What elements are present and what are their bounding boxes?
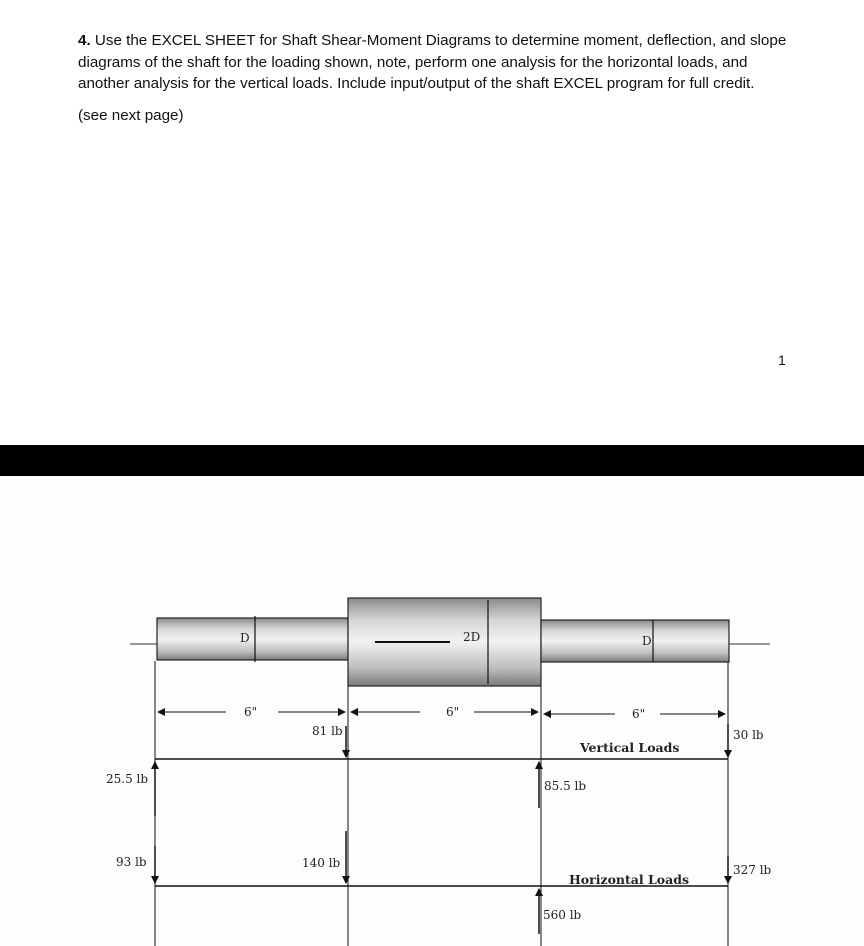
page-number: 1 [778,352,786,368]
horizontal-load-2-label: 327 lb [733,863,772,877]
vertical-load-2-label: 30 lb [733,728,764,742]
dimension-2-label: 6" [446,705,460,719]
see-next-page-note: (see next page) [78,107,184,124]
question-text [78,30,798,95]
shaft-left-section [157,618,348,660]
shaft-right-section [541,620,729,662]
horizontal-left-reaction-label: 93 lb [116,855,147,869]
question-number: 4. [78,32,91,49]
vertical-load-1-label: 81 lb [312,724,343,738]
dimension-3-label: 6" [632,707,646,721]
vertical-loads-diagram [106,724,764,816]
horizontal-right-reaction-label: 560 lb [543,908,582,922]
horizontal-loads-title: Horizontal Loads [569,872,689,887]
dimension-lines [155,661,728,946]
question-body: Use the EXCEL SHEET for Shaft Shear-Moment Diagrams to determine moment, deflection, and slope diagrams of the shaft for the loading shown, note, perform one analysis for the horizontal loads, and another analysis for the vertical loads. Include input/output of the shaft EXCEL program for full credit. [78,32,787,92]
vertical-left-reaction-label: 25.5 lb [106,772,149,786]
vertical-right-reaction-label: 85.5 lb [544,779,587,793]
dimension-1-label: 6" [244,705,258,719]
page-divider [0,445,864,476]
diameter-left-label: D [240,631,250,645]
shaft-drawing [130,598,770,686]
horizontal-load-1-label: 140 lb [302,856,341,870]
horizontal-loads-diagram [116,831,772,934]
shaft-figure [0,476,864,946]
diameter-right-label: D [642,634,652,648]
diameter-center-label: 2D [463,630,481,644]
vertical-loads-title: Vertical Loads [580,740,680,755]
